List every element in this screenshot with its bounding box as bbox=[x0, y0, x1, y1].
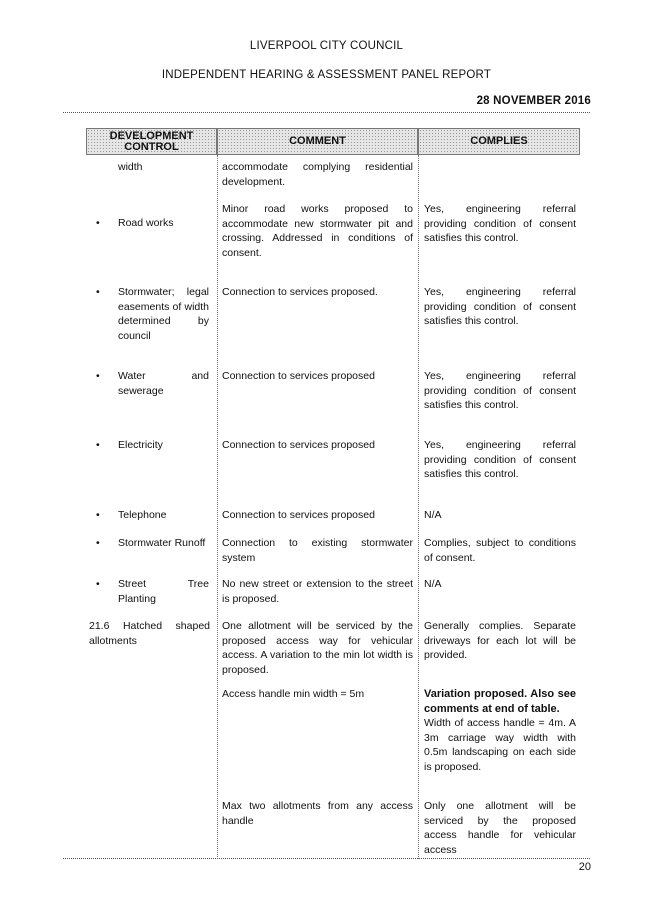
bullet-marker: • bbox=[96, 537, 100, 549]
control-cell: Street Tree Planting bbox=[118, 578, 209, 605]
control-cell: 21.6 Hatched shaped allotments bbox=[89, 620, 210, 647]
bullet-marker: • bbox=[96, 217, 100, 229]
complies-cell: Complies, subject to conditions of consent. bbox=[424, 537, 576, 564]
comment-cell: Connection to services proposed bbox=[222, 509, 375, 521]
complies-detail: Width of access handle = 4m. A 3m carriage way width with 0.5m landscaping on each side is proposed. bbox=[424, 717, 576, 773]
complies-cell: Yes, engineering referral providing condition of consent satisfies this control. bbox=[424, 439, 576, 480]
column-header-complies: COMPLIES bbox=[418, 128, 580, 155]
control-cell: Stormwater Runoff bbox=[118, 537, 206, 549]
complies-cell: Yes, engineering referral providing condition of consent satisfies this control. bbox=[424, 203, 576, 244]
column-divider bbox=[418, 155, 419, 859]
bullet-marker: • bbox=[96, 286, 100, 298]
comment-cell: No new street or extension to the street is proposed. bbox=[222, 578, 413, 605]
complies-cell bbox=[424, 687, 576, 774]
report-date: 28 NOVEMBER 2016 bbox=[476, 95, 591, 107]
comment-cell: Connection to existing stormwater system bbox=[222, 537, 413, 564]
complies-cell: Yes, engineering referral providing condition of consent satisfies this control. bbox=[424, 370, 576, 411]
control-cell: Water and sewerage bbox=[118, 370, 209, 397]
control-cell: width bbox=[118, 161, 143, 173]
report-title: INDEPENDENT HEARING & ASSESSMENT PANEL REPORT bbox=[161, 69, 492, 81]
comment-cell: Access handle min width = 5m bbox=[222, 688, 365, 700]
control-cell: Road works bbox=[118, 217, 174, 229]
comment-cell: Connection to services proposed bbox=[222, 370, 375, 382]
comment-cell: One allotment will be serviced by the proposed access way for vehicular access. A variation to the min lot width is proposed. bbox=[222, 620, 413, 676]
complies-cell: N/A bbox=[424, 578, 442, 590]
comment-cell: Connection to services proposed bbox=[222, 439, 375, 451]
control-cell: Electricity bbox=[118, 439, 163, 451]
complies-cell: Yes, engineering referral providing condition of consent satisfies this control. bbox=[424, 286, 576, 327]
comment-cell: accommodate complying residential development. bbox=[222, 161, 413, 188]
bullet-marker: • bbox=[96, 509, 100, 521]
bullet-marker: • bbox=[96, 370, 100, 382]
complies-cell: Only one allotment will be serviced by the proposed access handle for vehicular access bbox=[424, 800, 576, 856]
comment-cell: Connection to services proposed. bbox=[222, 286, 378, 298]
comment-cell: Minor road works proposed to accommodate new stormwater pit and crossing. Addressed in conditions of consent. bbox=[222, 203, 413, 259]
control-cell: Telephone bbox=[118, 509, 167, 521]
column-header-control: DEVELOPMENT CONTROL bbox=[86, 128, 217, 155]
bullet-marker: • bbox=[96, 578, 100, 590]
bullet-marker: • bbox=[96, 439, 100, 451]
control-cell: Stormwater; legal easements of width determined by council bbox=[118, 286, 209, 342]
header-rule bbox=[63, 112, 590, 113]
complies-cell: Generally complies. Separate driveways for each lot will be provided. bbox=[424, 620, 576, 661]
variation-note: Variation proposed. Also see comments at end of table. bbox=[424, 688, 576, 715]
comment-cell: Max two allotments from any access handle bbox=[222, 800, 413, 827]
column-header-comment: COMMENT bbox=[217, 128, 418, 155]
footer-rule bbox=[63, 858, 590, 859]
council-name: LIVERPOOL CITY COUNCIL bbox=[249, 40, 404, 52]
column-divider bbox=[217, 155, 218, 859]
page-number: 20 bbox=[578, 861, 591, 873]
complies-cell: N/A bbox=[424, 509, 442, 521]
